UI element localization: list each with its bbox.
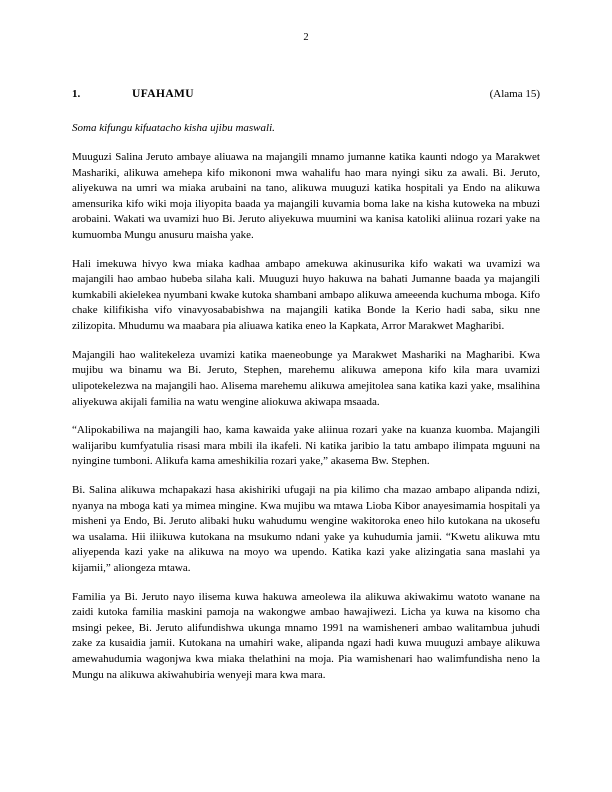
passage-paragraph: Majangili hao walitekeleza uvamizi katika maeneobunge ya Marakwet Mashariki na Magharibi. Kwa mujibu wa binamu wa Bi. Jeruto, Stephen, marehemu alikuwa amepona kifo kila mara uvamizi ulipotekelezwa na majangili hao. Alisema marehemu alikuwa amejitolea sana katika kazi yake, msalihina aliyekuwa akijali familia na watu wengine aliokuwa akiwapa msaada. [72,348,540,408]
instruction-text: Soma kifungu kifuatacho kisha ujibu maswali. [72,122,275,134]
question-title: UFAHAMU [132,88,194,100]
passage-paragraph: “Alipokabiliwa na majangili hao, kama kawaida yake aliinua rozari yake na kuanza kuomba. Majangili walijaribu kumfyatulia risasi mara mbili ila ikafeli. Ni katika jaribio la tatu ambapo ilimpata mguuni na nyingine tumboni. Alikufa kama ameshikilia rozari yake,” akasema Bw. Stephen. [72,424,540,468]
passage-paragraph: Hali imekuwa hivyo kwa miaka kadhaa ambapo amekuwa akinusurika kifo wakati wa uvamizi wa majangili hao ambao hubeba silaha kali. Muuguzi huyo hakuwa na bahati Jumanne baada ya majangili kumkabili akielekea nyumbani kwake kutoka shambani ambapo alikuwa ameeenda kuchuma mboga. Kifo chake kilifikisha vifo vinavyosababishwa na majangili katika Bonde la Kerio hadi saba, siku nne zilizopita. Mhudumu wa maabara pia aliuawa katika eneo la Kapkata, Arror Marakwet Magharibi. [72,257,540,333]
question-heading [72,88,540,100]
page-content [72,88,540,683]
passage-paragraph: Bi. Salina alikuwa mchapakazi hasa akishiriki ufugaji na pia kilimo cha mazao ambapo alipanda ndizi, nyanya na mboga kati ya mimea mingine. Kwa mujibu wa mtawa Lioba Kibor anayesimamia hospitali ya misheni ya Endo, Bi. Jeruto alibaki huku wahudumu wengine wakitoroka eneo hilo kutokana na ukosefu wa usalama. Hii iliikuwa kutokana na msukumo ndani yake ya kuhudumia jamii. “Kwetu alikuwa mtu aliyependa kazi yake na alikuwa na moyo wa upendo. Katika kazi yake alizingatia sana maslahi ya kijamii,” aliongeza mtawa. [72,483,540,575]
question-marks: (Alama 15) [489,88,540,100]
passage-paragraph: Familia ya Bi. Jeruto nayo ilisema kuwa hakuwa ameolewa ila alikuwa akiwakimu watoto wanane na zaidi kutoka familia maskini pamoja na wakongwe ambao hawajiwezi. Licha ya kuwa na kisomo cha msingi pekee, Bi. Jeruto alifundishwa ukunga mnamo 1991 na wamisheneri ambao walitambua juhudi zake za kusaidia jamii. Kutokana na umahiri wake, alipanda ngazi hadi kuwa muuguzi ambaye alikuwa amewahudumia wagonjwa kwa miaka thelathini na moja. Pia wamishenari hao walimfundisha neno la Mungu na alikuwa akiwahubiria wenyeji mara kwa mara. [72,590,540,681]
page-number: 2 [303,32,309,43]
question-number: 1. [72,88,81,100]
passage-paragraph: Muuguzi Salina Jeruto ambaye aliuawa na majangili mnamo jumanne katika kaunti ndogo ya Marakwet Mashariki, alikuwa amehepa kifo mikononi mwa wahalifu hao mara nyingi siku za awali. Bi. Jeruto, aliyekuwa na umri wa miaka arubaini na tano, alikuwa muuguzi katika hospitali ya Endo na alikuwa amensurika kifo wiki moja iliyopita baada ya majangili kuvamia boma lake na kisha kutoweka na mbuzi arobaini. Wakati wa uvamizi huo Bi. Jeruto aliyekuwa muumini wa kanisa katoliki aliinua rozari yake na kumuomba Mungu anusuru maisha yake. [72,151,540,242]
